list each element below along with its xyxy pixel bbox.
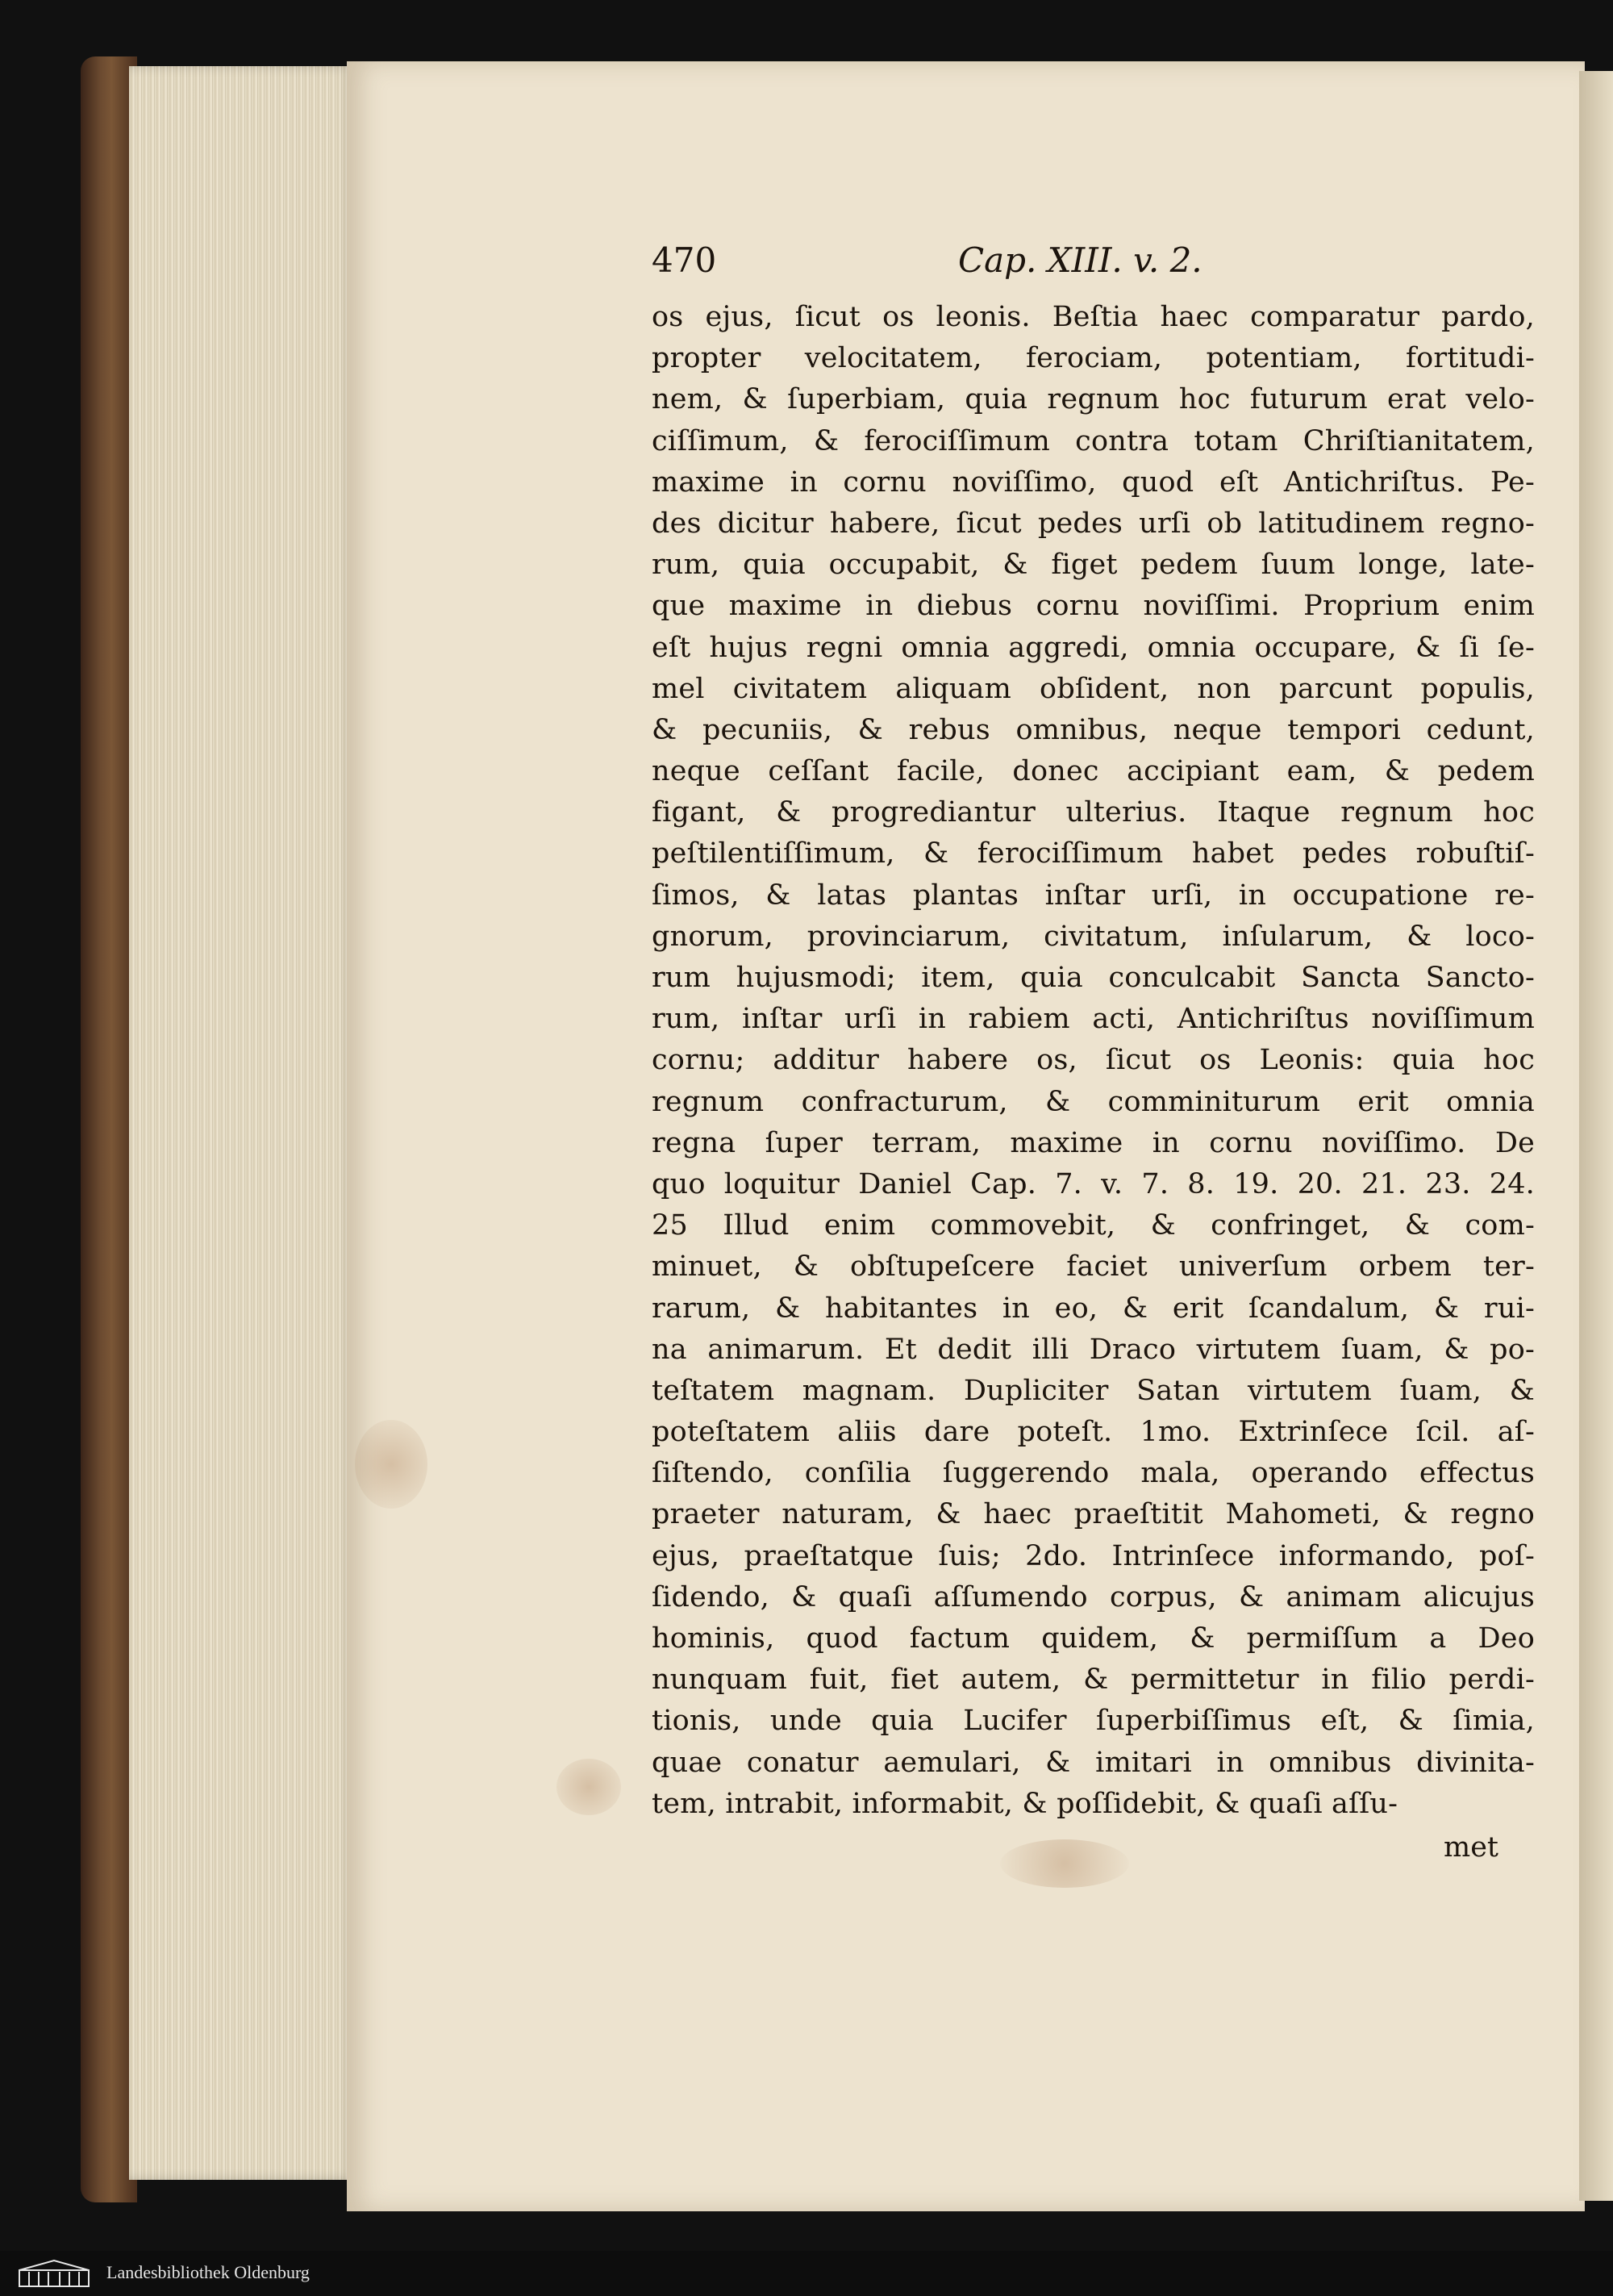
text-line: ſimos, & latas plantas inſtar urſi, in occupatione re- (652, 879, 1535, 912)
text-line: rum hujusmodi; item, quia conculcabit Sancta Sancto- (652, 962, 1535, 994)
catchword: met (1444, 1831, 1498, 1864)
text-line: regna ſuper terram, maxime in cornu noviſſimo. De (652, 1126, 1535, 1159)
text-line: ejus, praeſtatque ſuis; 2do. Intrinſece informando, poſ- (652, 1539, 1535, 1572)
page-stain (556, 1759, 621, 1815)
text-line: na animarum. Et dedit illi Draco virtutem ſuam, & po- (652, 1333, 1535, 1366)
library-building-icon (18, 2259, 90, 2288)
text-line: teſtatem magnam. Dupliciter Satan virtutem ſuam, & (652, 1374, 1535, 1407)
text-line: neque ceſſant facile, donec accipiant eam, & pedem (652, 755, 1535, 788)
text-line: os ejus, ſicut os leonis. Beſtia haec comparatur pardo, (652, 301, 1535, 333)
text-line: que maxime in diebus cornu noviſſimi. Proprium enim (652, 590, 1535, 623)
text-line: nem, & ſuperbiam, quia regnum hoc futurum erat velo- (652, 383, 1535, 416)
text-line: & pecuniis, & rebus omnibus, neque tempori cedunt, (652, 713, 1535, 746)
page-edges (129, 66, 355, 2180)
text-line: rum, quia occupabit, & figet pedem ſuum longe, late- (652, 549, 1535, 582)
page-stain (355, 1420, 427, 1509)
page-number: 470 (652, 240, 717, 280)
body-text (652, 297, 1535, 1825)
text-line: cornu; additur habere os, ſicut os Leonis: quia hoc (652, 1044, 1535, 1077)
text-line: hominis, quod factum quidem, & permiſſum a Deo (652, 1622, 1535, 1655)
text-line: mel civitatem aliquam obſident, non parcunt populis, (652, 672, 1535, 705)
text-line: praeter naturam, & haec praeſtitit Mahometi, & regno (652, 1498, 1535, 1531)
text-line: poteſtatem aliis dare poteſt. 1mo. Extrinſece ſcil. aſ- (652, 1416, 1535, 1449)
text-line: ſidendo, & quaſi aſſumendo corpus, & animam alicujus (652, 1580, 1535, 1613)
text-line: propter velocitatem, ferociam, potentiam, fortitudi- (652, 342, 1535, 375)
text-line: eſt hujus regni omnia aggredi, omnia occupare, & ſi ſe- (652, 631, 1535, 664)
text-line: peſtilentiſſimum, & ferociſſimum habet pedes robuſtiſ- (652, 837, 1535, 870)
facing-page-edge (1579, 71, 1613, 2201)
text-line: tionis, unde quia Lucifer ſuperbiſſimus eſt, & ſimia, (652, 1705, 1535, 1738)
library-footer (0, 2251, 1613, 2296)
page-stain (1000, 1839, 1129, 1888)
chapter-reference: Cap. XIII. v. 2. (958, 240, 1202, 280)
text-line: quo loquitur Daniel Cap. 7. v. 7. 8. 19. 20. 21. 23. 24. (652, 1167, 1535, 1200)
text-line: quae conatur aemulari, & imitari in omnibus divinita- (652, 1746, 1535, 1779)
running-head (652, 234, 1535, 290)
library-name: Landesbibliothek Oldenburg (106, 2262, 310, 2282)
text-line: 25 Illud enim commovebit, & confringet, & com- (652, 1209, 1535, 1242)
text-line: rarum, & habitantes in eo, & erit ſcandalum, & rui- (652, 1292, 1535, 1325)
text-line: maxime in cornu noviſſimo, quod eſt Antichriſtus. Pe- (652, 465, 1535, 499)
text-line: ciſſimum, & ferociſſimum contra totam Chriſtianitatem, (652, 424, 1535, 457)
text-line: ſiſtendo, conſilia ſuggerendo mala, operando effectus (652, 1457, 1535, 1490)
text-line: figant, & progrediantur ulterius. Itaque regnum hoc (652, 796, 1535, 829)
text-line: minuet, & obſtupeſcere faciet univerſum orbem ter- (652, 1250, 1535, 1284)
text-line: tem, intrabit, informabit, & poſſidebit, & quaſi aſſu- (652, 1787, 1398, 1820)
text-line: nunquam fuit, fiet autem, & permittetur in filio perdi- (652, 1664, 1535, 1697)
text-line: des dicitur habere, ſicut pedes urſi ob latitudinem regno- (652, 507, 1535, 540)
text-line: regnum confracturum, & comminiturum erit omnia (652, 1085, 1535, 1118)
text-line: rum, inſtar urſi in rabiem acti, Antichriſtus noviſſimum (652, 1003, 1535, 1036)
text-line: gnorum, provinciarum, civitatum, inſularum, & loco- (652, 920, 1535, 953)
